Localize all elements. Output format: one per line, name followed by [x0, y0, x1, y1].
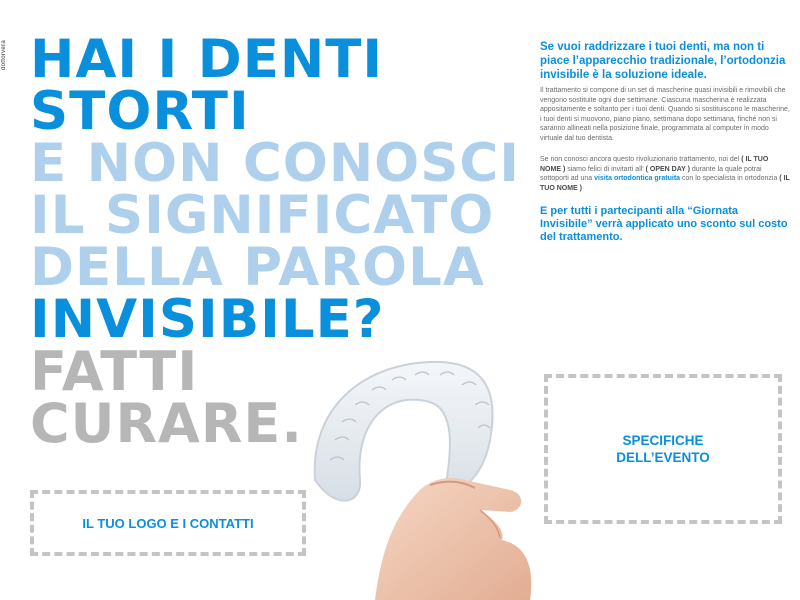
- headline-line-8: CURARE.: [30, 392, 303, 455]
- headline-line-4: IL SIGNIFICATO: [30, 185, 495, 246]
- headline-line-5: DELLA PAROLA: [30, 237, 485, 298]
- event-label-line-1: SPECIFICHE: [622, 433, 704, 448]
- invite-paragraph: [540, 155, 790, 193]
- invite-text: con lo specialista in ortodonzia: [680, 175, 780, 182]
- headline-line-6: INVISIBILE?: [30, 289, 385, 350]
- your-name-placeholder: ( IL TUO NOME ): [540, 156, 769, 173]
- headline-line-2: STORTI: [30, 81, 250, 142]
- info-column: [540, 40, 790, 244]
- aligner-hand-photo: [280, 330, 580, 600]
- lead-paragraph: Se vuoi raddrizzare i tuoi denti, ma non ti piace l’apparecchio tradizionale, l’ortodonzia invisibile è la soluzione ideale.: [540, 41, 786, 81]
- headline-line-3: E NON CONOSCI: [30, 133, 521, 194]
- discount-paragraph: E per tutti i partecipanti alla “Giornata Invisibile” verrà applicato uno sconto sul costo del trattamento.: [540, 205, 788, 243]
- headline-line-1: HAI I DENTI: [30, 29, 384, 90]
- invite-text: durante la quale potrai sottoporti ad una: [540, 165, 762, 182]
- your-name-placeholder: ( IL TUO NOME ): [540, 175, 790, 192]
- logo-contacts-label: IL TUO LOGO E I CONTATTI: [82, 515, 254, 531]
- headline-line-7: FATTI: [30, 340, 199, 403]
- open-day-placeholder: ( OPEN DAY ): [645, 165, 690, 173]
- logo-contacts-placeholder: [30, 490, 306, 556]
- treatment-description: Il trattamento si compone di un set di mascherine quasi invisibili e rimovibili che vengono sostituite ogni due settimane. Ciascuna mascherina è realizzata appositamente e soltanto per i tuoi denti. Quando si sostituiscono le mascherine, i tuoi denti si muovono, piano piano, settimana dopo settimana, finché non si saranno allineati nella posizione finale, programmata al computer in modo virtuale dal tuo dentista.: [540, 87, 790, 142]
- event-details-placeholder: [544, 374, 782, 524]
- invite-text: Se non conosci ancora questo rivoluzionario trattamento, noi del: [540, 156, 742, 163]
- free-visit-highlight: visita ortodontica gratuita: [594, 175, 681, 182]
- event-label-line-2: DELL’EVENTO: [616, 450, 710, 465]
- invite-text: siamo felici di invitarti all': [565, 165, 646, 173]
- side-tag: dottorvera: [1, 40, 7, 71]
